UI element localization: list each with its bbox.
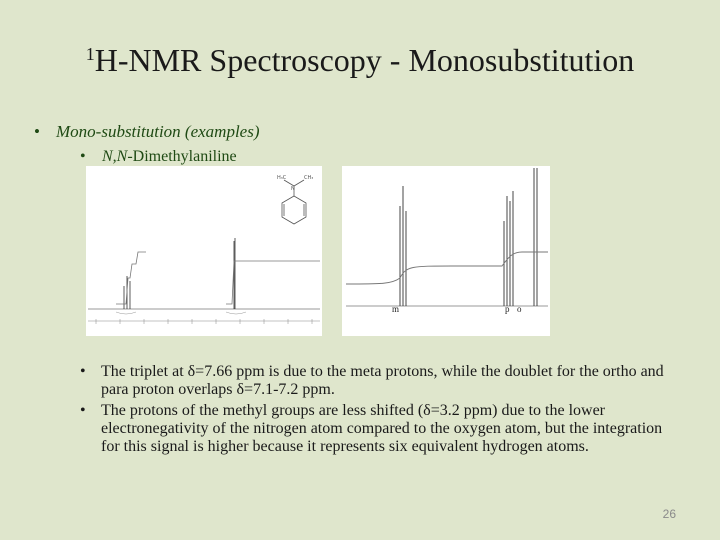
bullet-marker: • bbox=[80, 363, 86, 380]
bullet-marker: • bbox=[80, 402, 86, 419]
bullet-marker: • bbox=[34, 122, 40, 141]
nmr-spectrum-full bbox=[86, 166, 322, 336]
compound-name-italic: N,N bbox=[102, 148, 128, 165]
explanation-text: The protons of the methyl groups are less shifted (δ=3.2 ppm) due to the lower electronegativity of the nitrogen atom compared to the oxygen atom, but the integration for this signal is higher because it represents six equivalent hydrogen atoms. bbox=[101, 402, 663, 455]
page-number: 26 bbox=[662, 507, 676, 521]
label-meta: m bbox=[392, 304, 400, 314]
label-ortho: o bbox=[517, 304, 522, 314]
explanation-item bbox=[80, 363, 680, 399]
svg-text:N: N bbox=[291, 186, 295, 192]
subheading-text: Mono-substitution (examples) bbox=[56, 122, 260, 141]
compound-name-rest: -Dimethylaniline bbox=[127, 148, 237, 165]
nmr-spectrum-full-graphic bbox=[86, 166, 322, 336]
svg-text:H₃C: H₃C bbox=[277, 175, 287, 181]
explanation-item bbox=[80, 402, 680, 456]
nmr-spectrum-aromatic-graphic bbox=[342, 166, 550, 336]
title-text: H-NMR Spectroscopy - Monosubstitution bbox=[94, 42, 635, 78]
explanation-text: The triplet at δ=7.66 ppm is due to the meta protons, while the doublet for the ortho and para proton overlaps δ=7.1-7.2 ppm. bbox=[101, 363, 664, 398]
explanation-list bbox=[80, 363, 680, 459]
compound-bullet bbox=[80, 148, 237, 166]
slide-title bbox=[0, 42, 720, 79]
nmr-spectrum-aromatic-expansion bbox=[342, 166, 550, 336]
bullet-marker: • bbox=[80, 148, 86, 165]
svg-text:CH₃: CH₃ bbox=[304, 175, 314, 181]
title-superscript: 1 bbox=[85, 44, 95, 64]
label-para: p bbox=[505, 304, 510, 314]
subheading-bullet bbox=[34, 122, 260, 142]
